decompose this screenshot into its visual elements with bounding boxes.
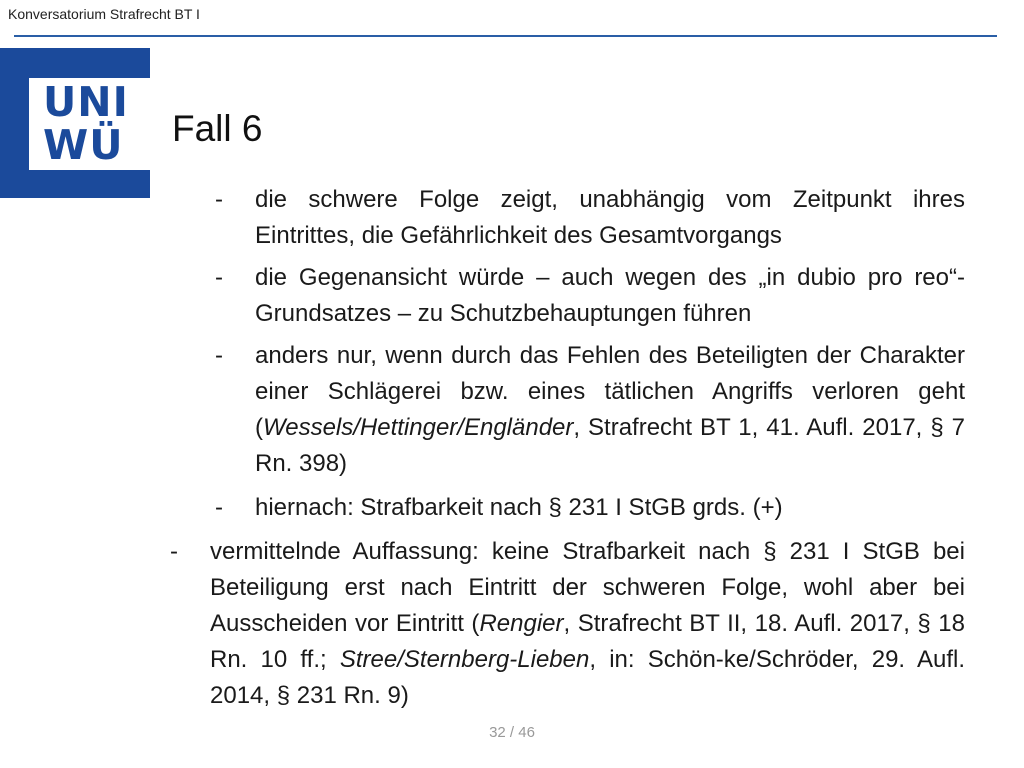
bullet-text: die Gegenansicht würde – auch wegen des „in dubio pro reo“-Grundsatzes – zu Schutzbehauptungen führen [255, 264, 965, 327]
citation-author: Stree/Sternberg-Lieben [339, 646, 590, 673]
bullet-item-5 [170, 534, 966, 714]
citation-author: Rengier [479, 610, 564, 637]
bullet-dash: - [215, 264, 223, 291]
slide-title: Fall 6 [172, 108, 263, 149]
bullet-item-2 [215, 260, 965, 332]
bullet-text: , Strafrecht BT II, 18. Aufl. 2017, § 18 Rn. 10 ff.; [210, 610, 966, 673]
bullet-text: hiernach: Strafbarkeit nach § 231 I StGB grds. (+) [255, 494, 783, 521]
bullet-dash: - [215, 186, 223, 213]
logo-line-2: WÜ [43, 121, 124, 169]
presentation-title: Konversatorium Strafrecht BT I [8, 6, 200, 22]
page-number: 32 / 46 [489, 724, 535, 741]
bullet-dash: - [215, 494, 223, 521]
logo-line-1: UNI [43, 78, 129, 126]
bullet-item-3 [215, 338, 965, 482]
bullet-item-4 [215, 490, 965, 526]
bullet-text: vermittelnde Auffassung: keine Strafbarkeit nach § 231 I StGB bei Beteiligung erst nach Eintritt der schweren Folge, wohl aber bei Ausscheiden vor Eintritt ( [210, 538, 965, 637]
university-logo [0, 48, 150, 198]
bullet-text: , Strafrecht BT 1, 41. Aufl. 2017, § 7 Rn. 398) [255, 414, 965, 477]
bullet-dash: - [215, 342, 223, 369]
bullet-text: die schwere Folge zeigt, unabhängig vom Zeitpunkt ihres Eintrittes, die Gefährlichkeit des Gesamtvorgangs [255, 186, 965, 249]
bullet-dash: - [170, 538, 178, 565]
bullet-text: , in: Schön-ke/Schröder, 29. Aufl. 2014, § 231 Rn. 9) [210, 646, 965, 709]
header-divider [14, 35, 997, 37]
bullet-item-1 [215, 182, 965, 254]
citation-author: Wessels/Hettinger/Engländer [263, 414, 574, 441]
logo-text [29, 78, 150, 170]
bullet-text: anders nur, wenn durch das Fehlen des Beteiligten der Charakter einer Schlägerei bzw. eines tätlichen Angriffs verloren geht ( [255, 342, 965, 441]
